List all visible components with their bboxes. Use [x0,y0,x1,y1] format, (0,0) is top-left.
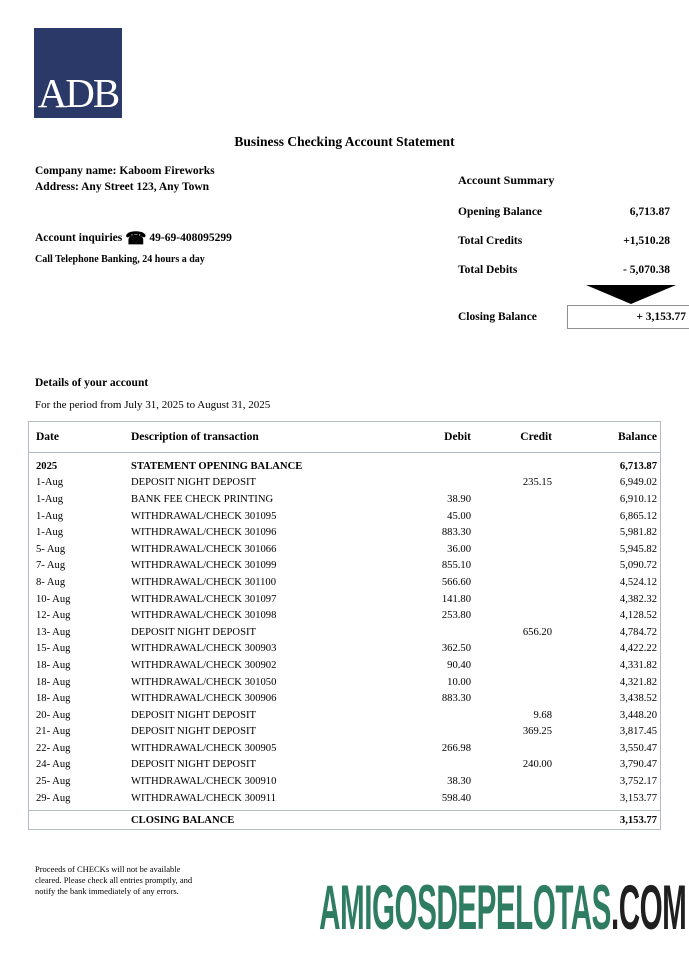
summary-value: +1,510.28 [623,235,670,247]
table-row [29,541,660,558]
footer-notice-line: cleared. Please check all entries promptly, and [35,875,193,885]
cell-balance: 3,817.45 [619,726,657,738]
summary-row-opening [458,206,670,218]
cell-description: DEPOSIT NIGHT DEPOSIT [131,626,256,638]
cell-debit: 141.80 [441,593,471,605]
cell-description: WITHDRAWAL/CHECK 300910 [131,776,277,788]
cell-debit: 38.90 [447,493,471,505]
cell-balance: 3,153.77 [619,792,657,804]
table-row [29,491,660,508]
summary-label: Opening Balance [458,206,543,218]
cell-balance: 3,153.77 [619,814,657,826]
cell-description: WITHDRAWAL/CHECK 301100 [131,576,276,588]
cell-balance: 4,382.32 [619,593,657,605]
cell-date: 13- Aug [36,626,71,638]
details-heading: Details of your account [35,377,149,389]
cell-balance: 5,945.82 [619,543,657,555]
cell-date: 15- Aug [36,643,71,655]
table-row [29,690,660,707]
table-row [29,524,660,541]
cell-balance: 6,865.12 [619,510,657,522]
header-date: Date [36,431,59,443]
cell-description: WITHDRAWAL/CHECK 300906 [131,693,277,705]
table-row [29,641,660,658]
account-summary [458,173,670,293]
cell-credit: 9.68 [533,709,552,721]
header-debit: Debit [444,431,471,443]
cell-date: 1-Aug [36,527,64,539]
cell-description: WITHDRAWAL/CHECK 301097 [131,593,277,605]
cell-debit: 855.10 [441,560,471,572]
account-inquiries-line [35,229,232,249]
closing-balance-label: Closing Balance [458,311,537,323]
cell-credit: 235.15 [522,477,552,489]
cell-debit: 362.50 [441,643,471,655]
cell-balance: 3,790.47 [619,759,657,771]
watermark-primary: AMIGOSDEPELOTAS [318,873,611,943]
summary-value: - 5,070.38 [623,264,670,276]
table-row [29,657,660,674]
cell-date: 12- Aug [36,610,71,622]
table-body [29,453,660,810]
cell-balance: 5,981.82 [619,527,657,539]
footer-notice-line: Proceeds of CHECKs will not be available [35,864,181,874]
cell-description: DEPOSIT NIGHT DEPOSIT [131,477,256,489]
summary-value: 6,713.87 [629,206,670,218]
account-summary-heading: Account Summary [458,173,555,187]
table-row [29,558,660,575]
table-row [29,757,660,774]
cell-date: 5- Aug [36,543,66,555]
cell-date: 20- Aug [36,709,71,721]
down-arrow-icon [586,285,676,304]
footer-notice-line: notify the bank immediately of any errors. [35,886,179,896]
cell-description: WITHDRAWAL/CHECK 300903 [131,643,277,655]
cell-date: 8- Aug [36,576,66,588]
cell-date: 7- Aug [36,560,66,572]
cell-date: 21- Aug [36,726,71,738]
summary-row-debits [458,264,670,276]
table-row [29,624,660,641]
table-row [29,707,660,724]
cell-description: DEPOSIT NIGHT DEPOSIT [131,759,256,771]
cell-description: DEPOSIT NIGHT DEPOSIT [131,709,256,721]
cell-debit: 10.00 [447,676,471,688]
cell-debit: 38.30 [447,776,471,788]
cell-balance: 4,321.82 [619,676,657,688]
cell-balance: 3,752.17 [619,776,657,788]
table-row [29,475,660,492]
cell-date: 2025 [36,460,58,472]
cell-balance: 6,949.02 [619,477,657,489]
summary-label: Total Credits [458,235,523,247]
cell-description: WITHDRAWAL/CHECK 301098 [131,610,277,622]
cell-description: WITHDRAWAL/CHECK 301095 [131,510,277,522]
bank-logo [34,28,122,118]
cell-balance: 4,524.12 [619,576,657,588]
table-row [29,607,660,624]
footer-notice [35,864,192,897]
closing-balance-box [567,305,689,329]
cell-description: WITHDRAWAL/CHECK 301066 [131,543,277,555]
cell-description: WITHDRAWAL/CHECK 300902 [131,659,277,671]
transactions-table [28,421,661,830]
company-name-line: Company name: Kaboom Fireworks [35,165,215,177]
closing-balance-value: + 3,153.77 [636,311,686,323]
cell-date: 24- Aug [36,759,71,771]
cell-date: 1-Aug [36,493,64,505]
cell-date: 18- Aug [36,659,71,671]
cell-date: 1-Aug [36,477,64,489]
cell-description: WITHDRAWAL/CHECK 300911 [131,792,276,804]
cell-description: WITHDRAWAL/CHECK 301050 [131,676,277,688]
table-row [29,508,660,525]
header-description: Description of transaction [131,431,259,443]
telephone-banking-note: Call Telephone Banking, 24 hours a day [35,254,205,265]
cell-description: DEPOSIT NIGHT DEPOSIT [131,726,256,738]
cell-credit: 369.25 [522,726,552,738]
cell-debit: 883.30 [441,693,471,705]
cell-balance: 4,784.72 [619,626,657,638]
cell-description: CLOSING BALANCE [131,814,235,826]
phone-number: 49-69-408095299 [149,232,232,244]
cell-description: WITHDRAWAL/CHECK 301096 [131,527,277,539]
cell-debit: 90.40 [447,659,471,671]
closing-balance-row [29,810,660,829]
cell-date: 25- Aug [36,776,71,788]
cell-balance: 3,438.52 [619,693,657,705]
cell-balance: 4,128.52 [619,610,657,622]
cell-balance: 5,090.72 [619,560,657,572]
cell-description: WITHDRAWAL/CHECK 300905 [131,742,277,754]
cell-debit: 45.00 [447,510,471,522]
summary-label: Total Debits [458,264,518,276]
company-address-line: Address: Any Street 123, Any Town [35,181,210,193]
table-row [29,591,660,608]
table-row [29,574,660,591]
cell-date: 22- Aug [36,742,71,754]
header-credit: Credit [520,431,552,443]
cell-date: 10- Aug [36,593,71,605]
cell-debit: 566.60 [441,576,471,588]
cell-date: 29- Aug [36,792,71,804]
cell-date: 1-Aug [36,510,64,522]
cell-date: 18- Aug [36,676,71,688]
table-row [29,773,660,790]
site-watermark [318,873,686,943]
cell-balance: 6,713.87 [619,460,657,472]
cell-credit: 656.20 [522,626,552,638]
cell-balance: 3,448.20 [619,709,657,721]
cell-description: STATEMENT OPENING BALANCE [131,460,303,472]
cell-credit: 240.00 [522,759,552,771]
cell-debit: 253.80 [441,610,471,622]
watermark-suffix: .COM [610,873,686,943]
statement-period: For the period from July 31, 2025 to August 31, 2025 [35,399,271,411]
bank-logo-text: ADB [37,70,119,116]
cell-balance: 3,550.47 [619,742,657,754]
table-row [29,790,660,807]
cell-date: 18- Aug [36,693,71,705]
table-row [29,674,660,691]
page-title: Business Checking Account Statement [234,134,455,149]
company-info [35,163,215,195]
cell-debit: 598.40 [441,792,471,804]
phone-icon: ☎ [125,229,147,248]
table-row [29,458,660,475]
cell-description: WITHDRAWAL/CHECK 301099 [131,560,277,572]
table-header-row [29,422,660,453]
cell-balance: 6,910.12 [619,493,657,505]
summary-row-credits [458,235,670,247]
cell-balance: 4,331.82 [619,659,657,671]
cell-debit: 883.30 [441,527,471,539]
cell-description: BANK FEE CHECK PRINTING [131,493,274,505]
table-row [29,740,660,757]
account-inquiries-label: Account inquiries [35,232,123,244]
cell-debit: 36.00 [447,543,471,555]
cell-balance: 4,422.22 [619,643,657,655]
cell-debit: 266.98 [441,742,471,754]
table-row [29,724,660,741]
header-balance: Balance [618,431,657,443]
